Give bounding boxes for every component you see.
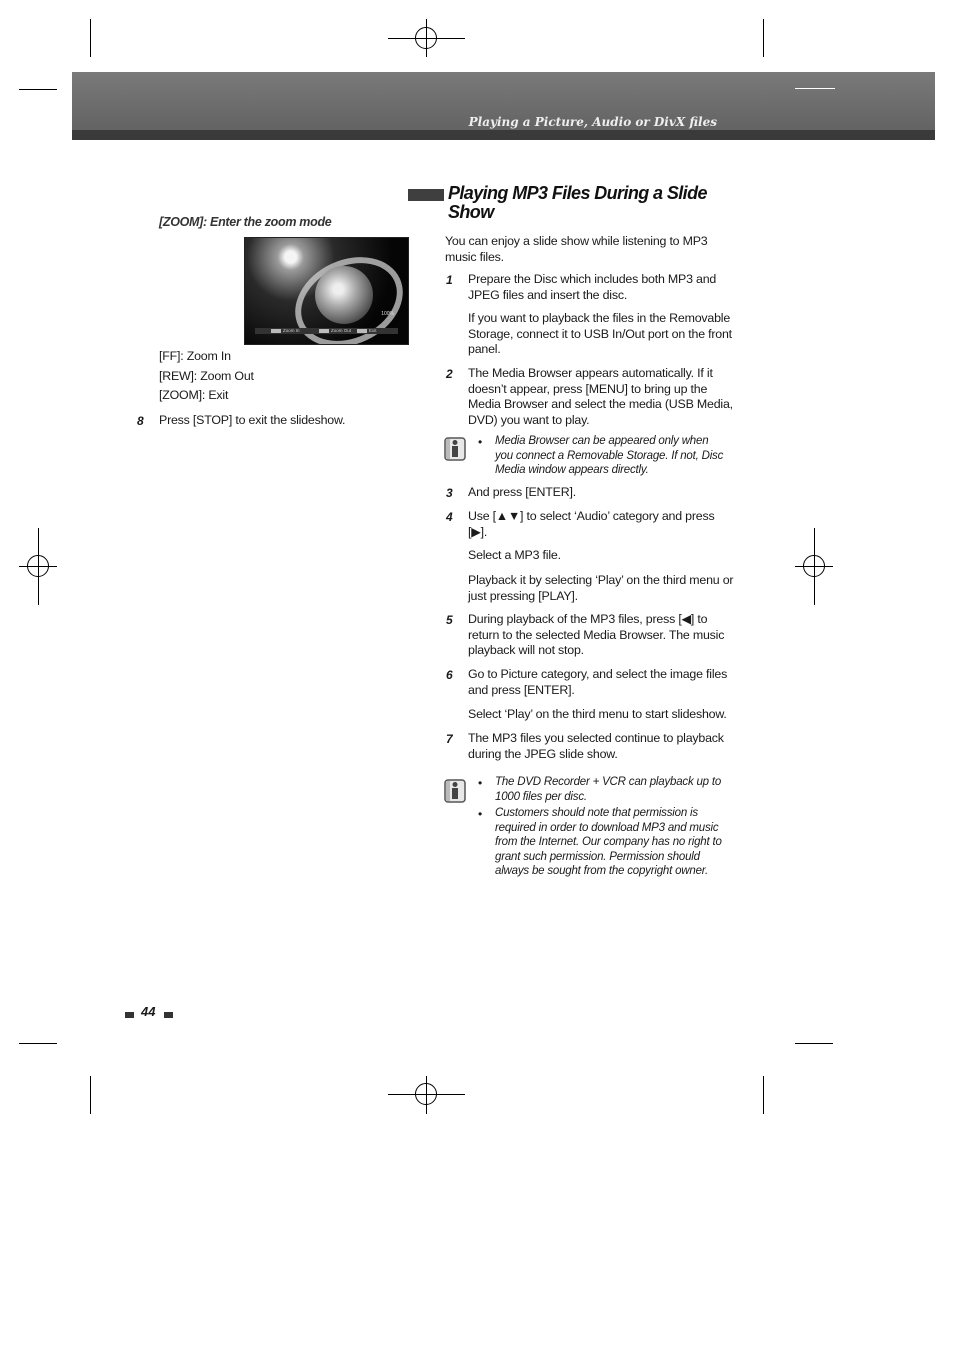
text-line: just pressing [PLAY]. [468,588,578,603]
info-icon [444,437,466,461]
text-line: During playback of the MP3 files, press [◀] to [468,612,708,626]
bullet: • [478,807,483,821]
key-zoom: [ZOOM]: Exit [159,388,229,402]
text-line: The MP3 files you selected continue to playback [468,731,724,745]
crop-mark [90,19,91,57]
text-line: during the JPEG slide show. [468,746,618,761]
step-text [468,509,714,540]
text-line: Go to Picture category, and select the image files [468,667,728,681]
text-line: return to the selected Media Browser. The music [468,627,725,642]
zoom-caption: [ZOOM]: Enter the zoom mode [159,215,332,229]
text-line: grant such permission. Permission should [495,850,700,863]
text-line: DVD) you want to play. [468,412,590,427]
ff-key-icon [271,329,281,333]
registration-mark [27,555,49,577]
text-line: Prepare the Disc which includes both MP3 and [468,272,717,286]
text-line: The DVD Recorder + VCR can playback up to [495,776,722,788]
screen-bar-label: Zoom Out [331,328,352,333]
page-number-marker [164,1012,173,1018]
step-text [468,667,727,698]
text-line: Media window appears directly. [495,464,649,476]
text-line: Use [▲▼] to select ‘Audio’ category and press [468,509,715,523]
text-line: Media Browser can be appeared only when [495,435,709,447]
step-text [468,707,727,723]
text-line: Select ‘Play’ on the third menu to start slideshow. [468,707,727,721]
note-text [495,775,721,804]
page-number-marker [125,1012,134,1018]
text-line: Playback it by selecting ‘Play’ on the third menu or [468,573,734,587]
header-title: Playing a Picture, Audio or DivX files [468,115,717,129]
step-text [468,731,724,762]
note-text [495,806,722,879]
step-text [468,366,733,428]
zoom-screenshot [244,237,409,345]
crop-mark [763,1076,764,1114]
crop-mark [763,19,764,57]
step-text [468,272,716,303]
rew-key-icon [319,329,329,333]
step-number: 4 [446,510,453,524]
section-marker [408,189,444,201]
header-band [72,130,935,140]
text-line: music files. [445,249,504,264]
section-title-line: Show [448,202,494,222]
zoom-level: 100% [381,311,394,317]
bullet: • [478,776,483,790]
text-line: panel. [468,342,501,356]
text-line: JPEG files and insert the disc. [468,287,628,302]
info-icon [444,779,466,803]
step-number: 6 [446,668,453,682]
key-rew: [REW]: Zoom Out [159,369,254,383]
step-number: 2 [446,367,453,381]
step-number: 3 [446,486,453,500]
text-line: Customers should note that permission is [495,807,698,819]
text-line: required in order to download MP3 and music [495,821,719,834]
key-ff: [FF]: Zoom In [159,349,231,363]
screen-bar-label: Exit [369,328,377,333]
text-line: and press [ENTER]. [468,682,575,697]
page-number: 44 [141,1004,156,1019]
text-line: If you want to playback the files in the Removable [468,311,731,325]
section-title-line: Playing MP3 Files During a Slide [448,183,707,203]
step-text [468,573,733,604]
zoom-key-icon [357,329,367,333]
step-text [468,485,576,501]
step-text: Press [STOP] to exit the slideshow. [159,413,346,427]
step-text [468,311,732,358]
registration-mark [803,555,825,577]
step-number: 8 [137,414,144,428]
crop-mark [19,89,57,90]
text-line: And press [ENTER]. [468,485,576,499]
text-line: Select a MP3 file. [468,548,561,562]
planet-image [315,266,373,324]
text-line: [▶]. [468,524,488,539]
step-text [468,548,561,564]
text-line: Storage, connect it to USB In/Out port on the front [468,326,732,341]
bullet: • [478,435,483,449]
header-rule [795,88,835,89]
note-text [495,434,723,478]
text-line: always be sought from the copyright owner. [495,865,708,877]
text-line: you connect a Removable Storage. If not, Disc [495,449,724,462]
step-number: 7 [446,732,453,746]
text-line: doesn’t appear, press [MENU] to bring up the [468,381,708,396]
registration-mark [415,27,437,49]
screen-bar-label: Zoom In [283,328,300,333]
step-number: 5 [446,613,453,627]
step-text [468,612,724,659]
intro-text [445,234,708,265]
registration-mark [415,1083,437,1105]
section-title [448,184,718,222]
text-line: playback will not stop. [468,643,584,657]
text-line: 1000 files per disc. [495,790,587,803]
text-line: from the Internet. Our company has no right to [495,836,722,848]
crop-mark [90,1076,91,1114]
crop-mark [795,1043,833,1044]
text-line: The Media Browser appears automatically. If it [468,366,713,380]
text-line: Media Browser and select the media (USB Media, [468,397,733,411]
text-line: You can enjoy a slide show while listening to MP3 [445,234,708,248]
crop-mark [19,1043,57,1044]
step-number: 1 [446,273,453,287]
